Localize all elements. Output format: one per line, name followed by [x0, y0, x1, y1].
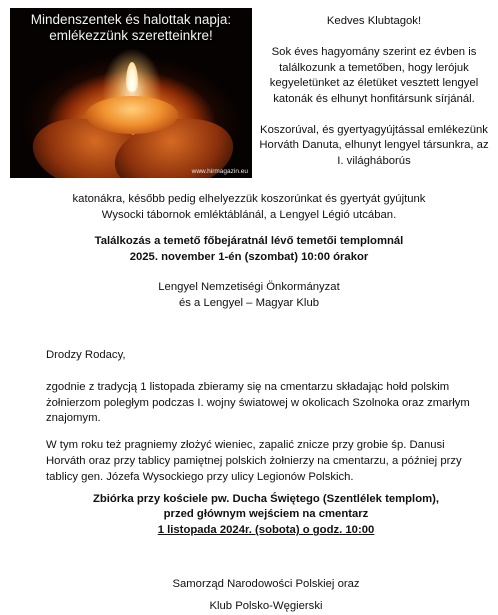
polish-organizers: [46, 577, 486, 615]
hungarian-paragraph-1: Sok éves hagyomány szerint ez évben is találkozunk a temetőben, hogy lerójuk kegyeletünket az életüket vesztett lengyel katonák és elhunyt honfitársunk sírjánál.: [269, 46, 479, 105]
image-caption-line-2: emlékezzünk szeretteinkre!: [49, 28, 213, 43]
hungarian-paragraph-2-start: Koszorúval, és gyertyagyújtással emlékezünk Horváth Danuta, elhunyt lengyel társunkra, az I. világháborús: [259, 123, 489, 167]
hungarian-greeting: Kedves Klubtagok!: [326, 15, 422, 27]
hungarian-meeting-place: Találkozás a temető főbejáratnál lévő temetői templomnál: [94, 235, 404, 247]
hungarian-meeting-info: [10, 234, 488, 265]
hungarian-meeting-date: 2025. november 1-én (szombat) 10:00 órakor: [129, 250, 369, 263]
hungarian-organizers: [10, 280, 488, 311]
polish-meeting-place: Zbiórka przy kościele pw. Ducha Świętego (Szentlélek templom),: [92, 492, 440, 505]
polish-paragraph-1: zgodnie z tradycją 1 listopada zbieramy się na cmentarzu składając hołd polskim żołnierzom poległym podczas I. wojny światowej w okolicach Szolnoka oraz zmarłym znajomym.: [46, 380, 470, 425]
image-caption-line-1: Mindenszentek és halottak napja:: [30, 12, 232, 27]
polish-organizer-1: Samorząd Narodowości Polskiej oraz: [172, 577, 360, 590]
candle-shape: [86, 96, 178, 134]
memorial-candle-image: [10, 8, 252, 178]
hungarian-intro: [258, 14, 490, 169]
polish-paragraph-2: W tym roku też pragniemy złożyć wieniec, zapalić znicze przy grobie śp. Danusi Horváth oraz przy tablicy pamiętnej polskich żołnierzy na cmentarzu, a później przy tablicy gen. Józefa Wysockiego przy ulicy Legionów Polskich.: [46, 439, 462, 483]
polish-section: [46, 348, 486, 615]
polish-organizer-2: Klub Polsko-Węgierski: [209, 599, 323, 612]
image-caption: [10, 12, 252, 44]
hungarian-paragraph-2-line-a: katonákra, később pedig elhelyezzük koszorúnkat és gyertyát gyújtunk: [72, 193, 426, 205]
hungarian-organizer-2: és a Lengyel – Magyar Klub: [178, 296, 320, 309]
polish-meeting-entrance: przed głównym wejściem na cmentarz: [163, 508, 369, 521]
hungarian-paragraph-2-line-b: Wysocki tábornok emléktáblánál, a Lengyel Légió utcában.: [101, 208, 397, 221]
polish-meeting-info: [46, 492, 486, 539]
polish-meeting-date: 1 listopada 2024r. (sobota) o godz. 10:00: [157, 524, 375, 537]
hungarian-paragraph-2-end: [10, 192, 488, 223]
image-watermark: www.hirmagazin.eu: [191, 168, 248, 175]
polish-greeting: Drodzy Rodacy,: [46, 349, 126, 361]
hungarian-organizer-1: Lengyel Nemzetiségi Önkormányzat: [158, 281, 340, 293]
